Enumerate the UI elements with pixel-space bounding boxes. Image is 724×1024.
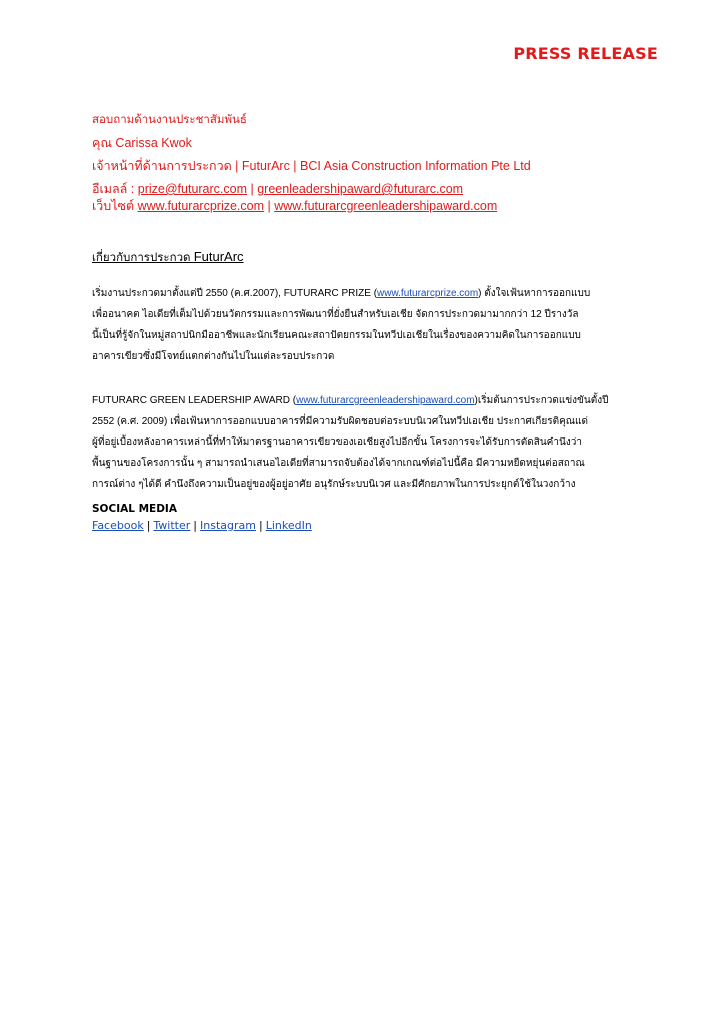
- email-link-greenleadership[interactable]: greenleadershipaward@futurarc.com: [257, 182, 464, 196]
- social-media-title: SOCIAL MEDIA: [92, 503, 177, 515]
- paragraph-line: เพื่ออนาคต ไอเดียที่เต็มไปด้วยนวัตกรรมและการพัฒนาที่ยั่งยืนสำหรับเอเชีย จัดการประกวดมามากกว่า 12 ปีรางวัล: [92, 309, 579, 320]
- paragraph-line: อาคารเขียวซึ่งมีโจทย์แตกต่างกันไปในแต่ละรอบประกวด: [92, 351, 335, 362]
- email-separator: |: [247, 182, 258, 196]
- linkedin-link[interactable]: LinkedIn: [265, 519, 312, 532]
- about-heading-brand: FuturArc: [193, 249, 244, 264]
- social-separator: |: [146, 519, 151, 532]
- website-label: เว็บไซต์: [92, 199, 138, 213]
- paragraph-line: 2552 (ค.ศ. 2009) เพื่อเฟ้นหาการออกแบบอาคารที่มีความรับผิดชอบต่อระบบนิเวศในทวีปเอเชีย ประกาศเกียรติคุณแด่: [92, 416, 588, 427]
- paragraph-line: พื้นฐานของโครงการนั้น ๆ สามารถนำเสนอไอเดียที่สามารถจับต้องได้จากเกณฑ์ต่อไปนี้คือ มีความหยืดหยุ่นต่อสถาณ: [92, 458, 585, 469]
- paragraph-line: การณ์ต่าง ๆได้ดี คำนึงถึงความเป็นอยู่ของผู้อยู่อาศัย อนุรักษ์ระบบนิเวศ และมีศักยภาพในการประยุกต์ใช้ในวงกว้าง: [92, 479, 576, 490]
- paragraph-line: ผู้ที่อยู่เบื้องหลังอาคารเหล่านี้ที่ทำให้มาตรฐานอาคารเขียวของเอเชียสูงไปอีกขั้น โครงการจะได้รับการตัดสินคำนึงว่า: [92, 437, 582, 448]
- website-link-greenleadership[interactable]: www.futurarcgreenleadershipaward.com: [274, 199, 498, 213]
- paragraph-text: )เริ่มต้นการประกวดแข่งขันตั้งปี: [474, 395, 609, 406]
- paragraph-line: [92, 283, 632, 304]
- website-link-prize[interactable]: www.futurarcprize.com: [137, 199, 265, 213]
- email-link-prize[interactable]: prize@futurarc.com: [137, 182, 248, 196]
- contact-name: คุณ Carissa Kwok: [92, 136, 192, 150]
- paragraph-text: เริ่มงานประกวดมาตั้งแต่ปี 2550 (ค.ศ.2007), FUTURARC PRIZE (: [92, 288, 378, 299]
- contact-website-line: [92, 199, 652, 213]
- paragraph-line: [92, 390, 632, 411]
- paragraph-green-leadership-award: [92, 390, 632, 495]
- website-separator: |: [264, 199, 275, 213]
- about-heading: [92, 249, 244, 267]
- about-heading-prefix: เกี่ยวกับการประกวด: [92, 252, 194, 264]
- paragraph-text: ) ตั้งใจเฟ้นหาการออกแบบ: [478, 288, 591, 299]
- green-leadership-award-link[interactable]: www.futurarcgreenleadershipaward.com: [296, 395, 475, 406]
- press-release-label: PRESS RELEASE: [513, 44, 658, 63]
- contact-role: เจ้าหน้าที่ด้านการประกวด | FuturArc | BCI Asia Construction Information Pte Ltd: [92, 159, 531, 173]
- social-media-links: [92, 519, 312, 532]
- paragraph-text: FUTURARC GREEN LEADERSHIP AWARD (: [92, 395, 297, 406]
- email-label: อีเมลล์ :: [92, 182, 138, 196]
- facebook-link[interactable]: Facebook: [92, 519, 144, 532]
- contact-email-line: [92, 182, 652, 196]
- paragraph-futurarc-prize: [92, 283, 632, 367]
- futurarc-prize-link[interactable]: www.futurarcprize.com: [377, 288, 479, 299]
- paragraph-line: นี้เป็นที่รู้จักในหมู่สถาปนิกมืออาชีพและนักเรียนคณะสถาปัตยกรรมในทวีปเอเชียในเรื่องของความคิดในการออกแบบ: [92, 330, 581, 341]
- social-separator: |: [193, 519, 197, 532]
- contact-title: สอบถามด้านงานประชาสัมพันธ์: [92, 114, 247, 126]
- social-separator: |: [258, 519, 263, 532]
- instagram-link[interactable]: Instagram: [200, 519, 256, 532]
- contact-block: [92, 113, 652, 222]
- twitter-link[interactable]: Twitter: [153, 519, 191, 532]
